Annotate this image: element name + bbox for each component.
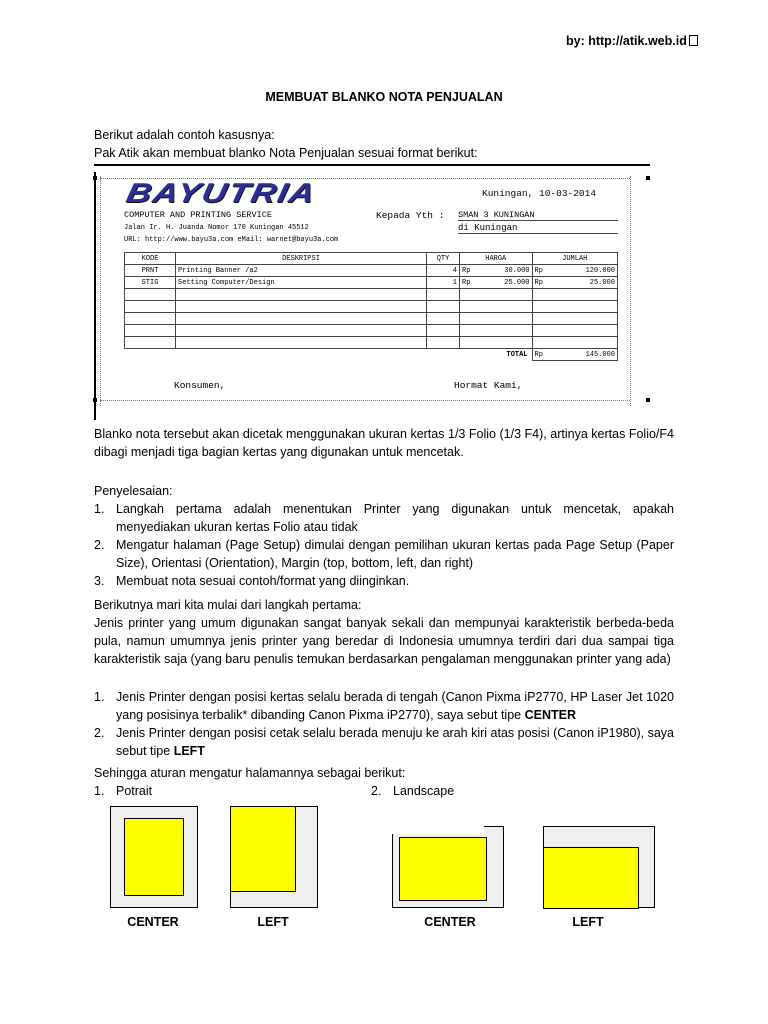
yellow-paper xyxy=(124,818,184,896)
col-qty: QTY xyxy=(427,253,460,265)
list-text: Membuat nota sesuai contoh/format yang diinginkan. xyxy=(116,574,410,588)
frame-gap xyxy=(392,826,484,834)
invoice-date: Kuningan, 10-03-2014 xyxy=(482,188,597,199)
total-value: 145.000 xyxy=(551,349,618,361)
col-harga: HARGA xyxy=(460,253,533,265)
intro-line-1: Berikut adalah contoh kasusnya: xyxy=(94,128,275,142)
margin-marker xyxy=(646,176,650,180)
table-row xyxy=(125,301,618,313)
to-label: Kepada Yth : xyxy=(376,210,445,221)
ruler-top xyxy=(94,164,650,166)
invoice-sample xyxy=(94,162,650,420)
to-name: SMAN 3 KUNINGAN xyxy=(458,210,618,221)
to-place: di Kuningan xyxy=(458,223,618,234)
paragraph-4: Sehingga aturan mengatur halamannya sebagai berikut: xyxy=(94,766,406,780)
sign-left: Konsumen, xyxy=(174,380,226,391)
list-item xyxy=(94,572,674,590)
page-title: MEMBUAT BLANKO NOTA PENJUALAN xyxy=(265,90,503,104)
steps-list xyxy=(94,500,674,590)
portrait-center-diagram xyxy=(110,806,198,908)
printer-types-list xyxy=(94,688,674,760)
list-item xyxy=(94,536,674,572)
byline-link[interactable]: by: http://atik.web.id xyxy=(566,34,687,48)
company-contact: URL: http://www.bayu3a.com eMail: warnet@bayu3a.com xyxy=(124,236,339,244)
portrait-left-diagram xyxy=(230,806,318,908)
list-item xyxy=(94,724,674,760)
caption-center: CENTER xyxy=(424,915,476,929)
solution-heading: Penyelesaian: xyxy=(94,484,173,498)
yellow-paper xyxy=(399,837,487,901)
company-name: COMPUTER AND PRINTING SERVICE xyxy=(124,210,272,220)
list-number: 2. xyxy=(94,726,105,740)
paragraph-1: Blanko nota tersebut akan dicetak menggunakan ukuran kertas 1/3 Folio (1/3 F4), artinya kertas Folio/F4 dibagi menjadi tiga bagian kertas yang digunakan untuk mencetak. xyxy=(94,427,674,459)
margin-marker xyxy=(93,176,97,180)
caption-left: LEFT xyxy=(257,915,289,929)
total-row xyxy=(125,349,618,361)
cell-qty: 4 xyxy=(427,265,460,277)
cell-qty: 1 xyxy=(427,277,460,289)
margin-guide xyxy=(630,176,631,406)
list-text: Langkah pertama adalah menentukan Printer yang digunakan untuk mencetak, apakah menyediakan ukuran kertas Folio atau tidak xyxy=(116,502,674,534)
yellow-paper xyxy=(230,806,296,892)
cell-rp: Rp xyxy=(460,277,479,289)
margin-guide xyxy=(100,400,630,401)
sign-right: Hormat Kami, xyxy=(454,380,523,391)
list-item xyxy=(94,688,674,724)
table-row xyxy=(125,325,618,337)
cell-kode: PRNT xyxy=(125,265,176,277)
col-kode: KODE xyxy=(125,253,176,265)
company-address: Jalan Ir. H. Juanda Nomor 170 Kuningan 45512 xyxy=(124,224,309,232)
table-row xyxy=(125,337,618,349)
cell-rp: Rp xyxy=(460,265,479,277)
cell-jumlah: 120.000 xyxy=(551,265,618,277)
table-row xyxy=(125,313,618,325)
cell-desc: Printing Banner /a2 xyxy=(176,265,427,277)
list-number: 1. xyxy=(94,690,105,704)
col-jumlah: JUMLAH xyxy=(532,253,617,265)
landscape-left-diagram xyxy=(543,826,655,908)
table-row xyxy=(125,289,618,301)
list-number: 3. xyxy=(94,574,105,588)
paragraph-3: Jenis printer yang umum digunakan sangat banyak sekali dan mempunyai karakteristik berbeda-beda pula, namun umumnya jenis printer yang beredar di Indonesia umumnya terdiri dari dua sampai tiga karakteristik saja (yang baru penulis temukan berdasarkan pengalaman menggunakan printer yang ada) xyxy=(94,616,674,666)
cell-kode: STIG xyxy=(125,277,176,289)
list-text: Jenis Printer dengan posisi cetak selalu berada menuju ke arah kiri atas posisi (Canon iP1980), saya sebut tipe LEFT xyxy=(116,726,674,758)
margin-marker xyxy=(646,398,650,402)
yellow-paper xyxy=(543,847,639,909)
total-rp: Rp xyxy=(532,349,551,361)
paragraph-2: Berikutnya mari kita mulai dari langkah pertama: xyxy=(94,598,362,612)
intro-line-2: Pak Atik akan membuat blanko Nota Penjualan sesuai format berikut: xyxy=(94,146,478,160)
cell-rp: Rp xyxy=(532,277,551,289)
cell-desc: Setting Computer/Design xyxy=(176,277,427,289)
cell-harga: 25.000 xyxy=(478,277,532,289)
margin-marker xyxy=(93,398,97,402)
margin-guide xyxy=(100,176,101,406)
table-header-row xyxy=(125,253,618,265)
cell-jumlah: 25.000 xyxy=(551,277,618,289)
byline xyxy=(566,32,698,50)
brand-logo: BAYUTRIA xyxy=(123,178,320,209)
table-row xyxy=(125,277,618,289)
cell-harga: 30.000 xyxy=(478,265,532,277)
invoice-table xyxy=(124,252,618,361)
landscape-center-diagram xyxy=(392,826,504,908)
list-number: 2. xyxy=(94,538,105,552)
list-text: Mengatur halaman (Page Setup) dimulai dengan pemilihan ukuran kertas pada Page Setup (Paper Size), Orientasi (Orientation), Margin (top, bottom, left, dan right) xyxy=(116,538,674,570)
portrait-heading: 1. Potrait xyxy=(94,784,153,798)
list-item xyxy=(94,500,674,536)
cell-rp: Rp xyxy=(532,265,551,277)
caption-center: CENTER xyxy=(127,915,179,929)
caption-left: LEFT xyxy=(572,915,604,929)
table-row xyxy=(125,265,618,277)
landscape-heading: 2. Landscape xyxy=(371,784,455,798)
col-deskripsi: DESKRIPSI xyxy=(176,253,427,265)
external-link-icon xyxy=(689,35,698,46)
list-number: 1. xyxy=(94,502,105,516)
list-text: Jenis Printer dengan posisi kertas selalu berada di tengah (Canon Pixma iP2770, HP Laser Jet 1020 yang posisinya terbalik* dibanding Canon Pixma iP2770), saya sebut tipe CENTER xyxy=(116,690,674,722)
ruler-left xyxy=(94,172,96,420)
total-label: TOTAL xyxy=(125,349,533,361)
